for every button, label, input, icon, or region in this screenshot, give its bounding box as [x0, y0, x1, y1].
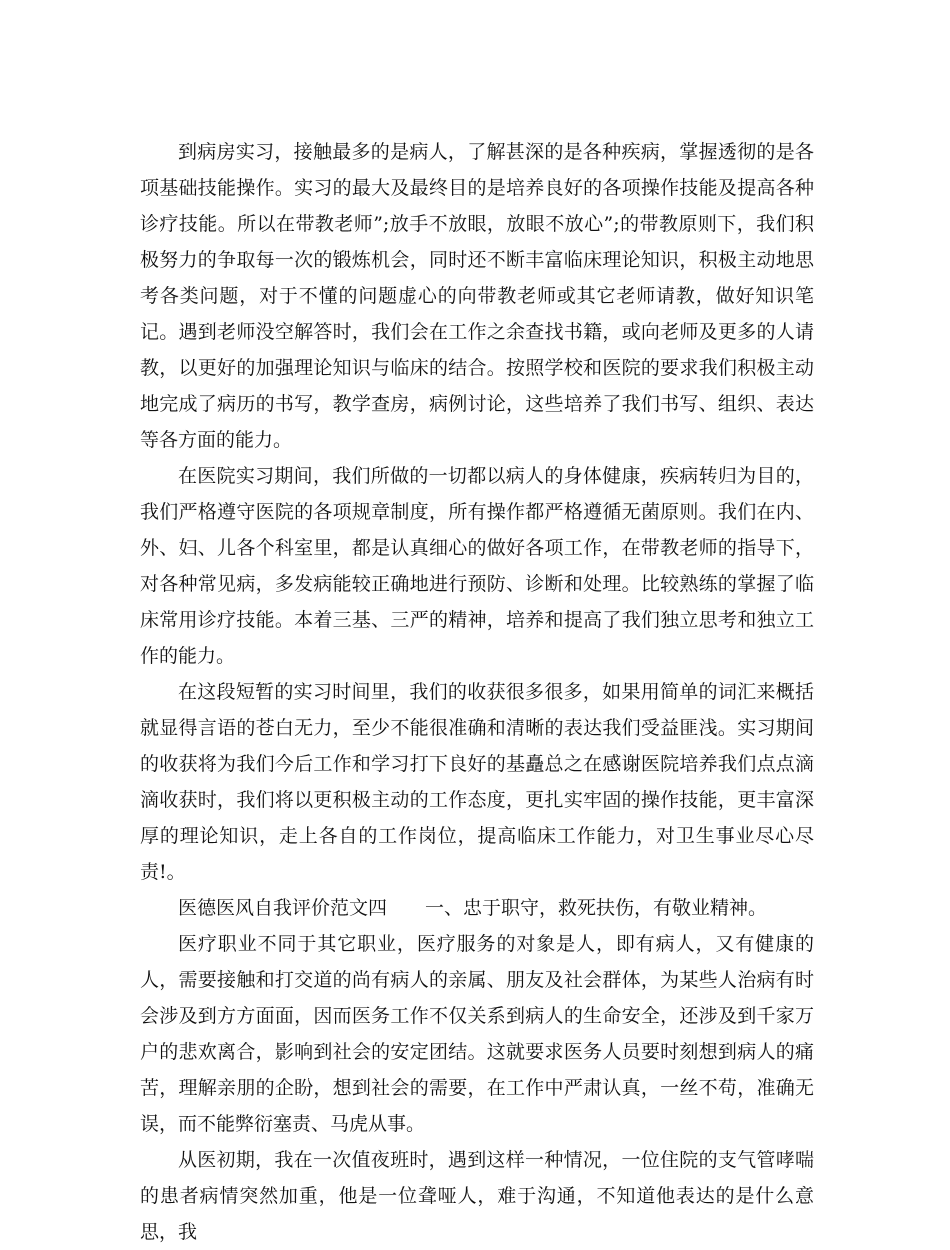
document-body: [140, 134, 814, 1250]
paragraph-internship-period: 在医院实习期间，我们所做的一切都以病人的身体健康，疾病转归为目的，我们严格遵守医院的各项规章制度，所有操作都严格遵循无菌原则。我们在内、外、妇、儿各个科室里，都是认真细心的做好各项工作，在带教老师的指导下，对各种常见病，多发病能较正确地进行预防、诊断和处理。比较熟练的掌握了临床常用诊疗技能。本着三基、三严的精神，培养和提高了我们独立思考和独立工作的能力。: [140, 465, 814, 667]
section-heading: 医德医风自我评价范文四 一、忠于职守，救死扶伤，有敬业精神。: [178, 897, 768, 919]
paragraph-medical-profession: 医疗职业不同于其它职业，医疗服务的对象是人，即有病人，又有健康的人，需要接触和打交道的尚有病人的亲属、朋友及社会群体，为某些人治病有时会涉及到方方面面，因而医务工作不仅关系到病人的生命安全，还涉及到千家万户的悲欢离合，影响到社会的安定团结。这就要求医务人员要时刻想到病人的痛苦，理解亲朋的企盼，想到社会的需要，在工作中严肃认真，一丝不苟，准确无误，而不能弊衍塞责、马虎从事。: [140, 933, 814, 1135]
paragraph-night-shift: 从医初期，我在一次值夜班时，遇到这样一种情况，一位住院的支气管哮喘的患者病情突然加重，他是一位聋哑人，难于沟通，不知道他表达的是什么意思，我: [140, 1149, 814, 1243]
paragraph-internship-gains: 在这段短暂的实习时间里，我们的收获很多很多，如果用简单的词汇来概括就显得言语的苍白无力，至少不能很准确和清晰的表达我们受益匪浅。实习期间的收获将为我们今后工作和学习打下良好的基矗总之在感谢医院培养我们点点滴滴收获时，我们将以更积极主动的工作态度，更扎实牢固的操作技能，更丰富深厚的理论知识，走上各自的工作岗位，提高临床工作能力，对卫生事业尽心尽责!。: [140, 681, 814, 883]
paragraph-internship-ward: 到病房实习，接触最多的是病人，了解甚深的是各种疾病，掌握透彻的是各项基础技能操作。实习的最大及最终目的是培养良好的各项操作技能及提高各种诊疗技能。所以在带教老师”;放手不放眼，放眼不放心”;的带教原则下，我们积极努力的争取每一次的锻炼机会，同时还不断丰富临床理论知识，积极主动地思考各类问题，对于不懂的问题虚心的向带教老师或其它老师请教，做好知识笔记。遇到老师没空解答时，我们会在工作之余查找书籍，或向老师及更多的人请教，以更好的加强理论知识与临床的结合。按照学校和医院的要求我们积极主动地完成了病历的书写，教学查房，病例讨论，这些培养了我们书写、组织、表达等各方面的能力。: [140, 141, 814, 451]
